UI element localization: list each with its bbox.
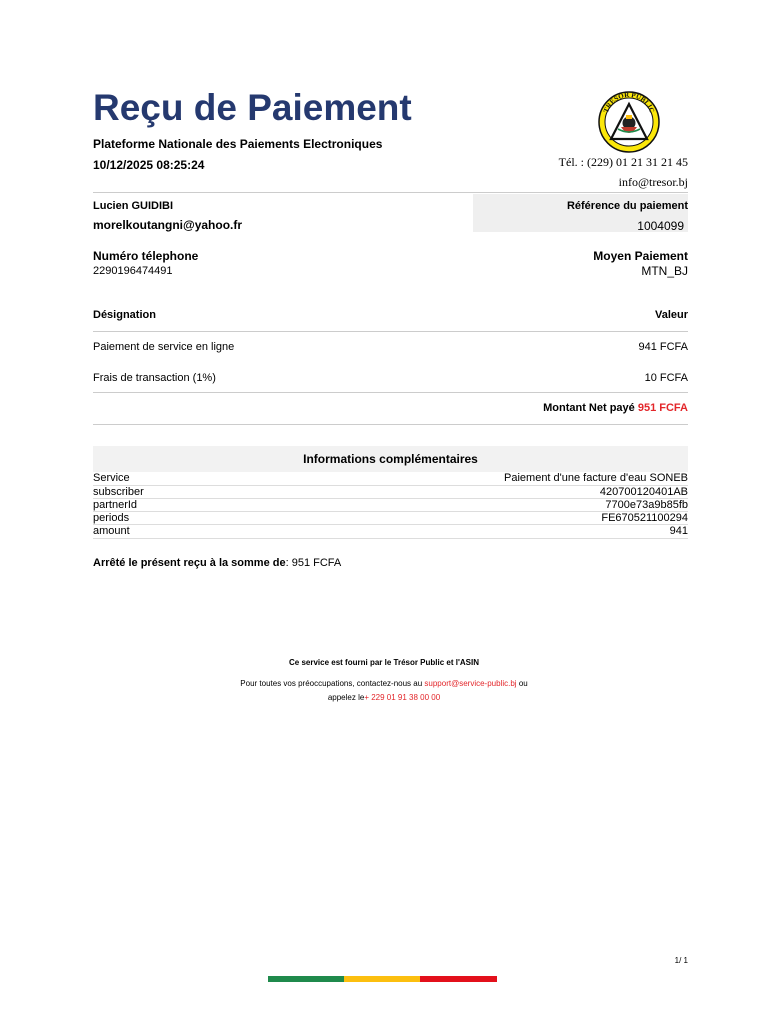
header-divider (93, 192, 688, 193)
page-number: 1/ 1 (674, 956, 688, 965)
table-header-divider (93, 331, 688, 332)
support-phone-link[interactable]: + 229 01 91 38 00 00 (364, 693, 441, 702)
reference-value: 1004099 (637, 219, 684, 233)
info-row-key: periods (93, 512, 130, 524)
table-row-value: 941 FCFA (638, 341, 688, 353)
footer-contact-prefix: Pour toutes vos préoccupations, contactez-nous au (240, 679, 423, 688)
info-row-value: 941 (669, 525, 688, 537)
net-amount-value: 951 FCFA (637, 402, 688, 414)
value-header: Valeur (654, 309, 688, 321)
net-amount-label: Montant Net payé (543, 402, 635, 414)
table-row-label: Frais de transaction (1%) (93, 372, 216, 384)
table-rows-divider (93, 392, 688, 393)
support-email-link[interactable]: support@service-public.bj (424, 679, 517, 688)
logo-text: TRESOR PUBLIC (602, 91, 656, 114)
info-row-key: subscriber (93, 486, 144, 498)
flag-bar-yellow (344, 976, 420, 982)
summary-line (93, 557, 341, 570)
flag-bar-green (268, 976, 344, 982)
info-row-value: FE670521100294 (601, 512, 688, 524)
info-title: Informations complémentaires (303, 452, 478, 466)
contact-phone: Tél. : (229) 01 21 31 21 45 (558, 155, 688, 169)
info-row (93, 525, 688, 538)
net-amount-divider (93, 424, 688, 425)
designation-header: Désignation (93, 309, 156, 321)
info-row-value: 7700e73a9b85fb (605, 499, 688, 511)
footer-call-prefix: appelez le (327, 693, 365, 702)
payer-email: morelkoutangni@yahoo.fr (93, 218, 243, 232)
receipt-datetime: 10/12/2025 08:25:24 (93, 158, 205, 172)
footer-contact-or: ou (518, 679, 528, 688)
reference-label: Référence du paiement (566, 200, 688, 212)
info-row-value: Paiement d'une facture d'eau SONEB (504, 472, 688, 484)
phone-label: Numéro télephone (93, 249, 199, 263)
table-row-label: Paiement de service en ligne (93, 341, 235, 353)
payment-method-label: Moyen Paiement (593, 249, 688, 263)
flag-bar-red (420, 976, 497, 982)
info-row-key: partnerId (93, 499, 138, 511)
footer-provider: Ce service est fourni par le Trésor Public et l'ASIN (289, 658, 479, 667)
table-row-value: 10 FCFA (644, 372, 688, 384)
footer-call-line (0, 693, 768, 703)
summary-value: 951 FCFA (291, 557, 342, 569)
footer-contact-line (0, 679, 768, 689)
contact-email: info@tresor.bj (618, 175, 688, 189)
info-row-divider (93, 538, 688, 539)
info-row-key: Service (93, 472, 130, 484)
phone-value: 2290196474491 (93, 265, 173, 277)
payment-method-value: MTN_BJ (641, 264, 688, 278)
summary-label: Arrêté le présent reçu à la somme de (93, 557, 286, 569)
info-row-key: amount (93, 525, 130, 537)
info-row (93, 472, 688, 485)
net-amount (543, 402, 688, 415)
summary-separator: : (285, 557, 289, 569)
tresor-public-logo (597, 91, 661, 153)
page-title: Reçu de Paiement (93, 87, 412, 128)
info-row-value: 420700120401AB (599, 486, 688, 498)
platform-subtitle: Plateforme Nationale des Paiements Electroniques (93, 137, 383, 151)
payer-name: Lucien GUIDIBI (93, 200, 174, 212)
